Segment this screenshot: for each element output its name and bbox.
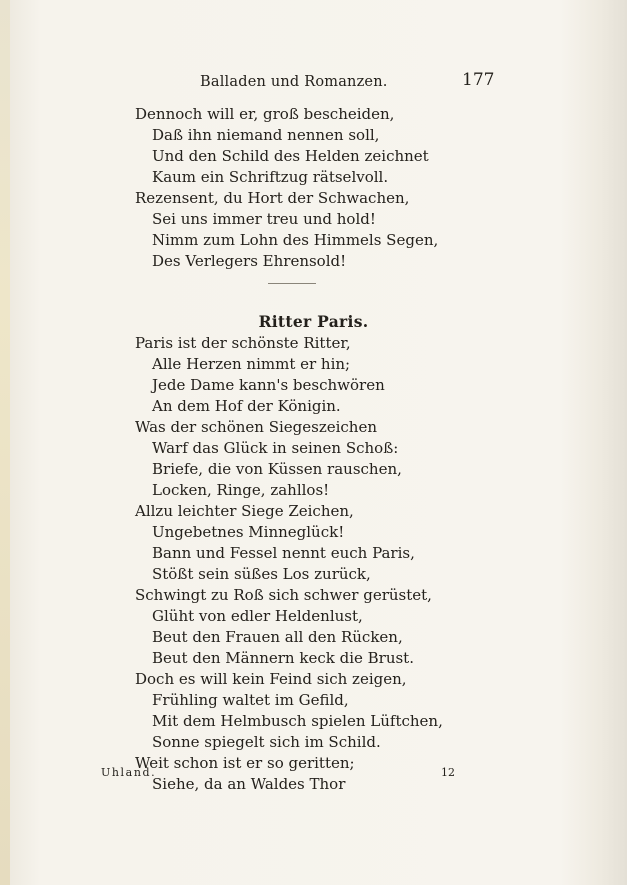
footer-author: Uhland. [101,766,157,779]
verse-line: Sei uns immer treu und hold! [152,210,376,228]
footer-signature: 12 [441,766,455,779]
verse-line: Weit schon ist er so geritten; [135,754,355,772]
verse-line: Und den Schild des Helden zeichnet [152,147,429,165]
verse-line: Mit dem Helmbusch spielen Lüftchen, [152,712,443,730]
verse-line: Des Verlegers Ehrensold! [152,252,347,270]
verse-line: Ungebetnes Minneglück! [152,523,345,541]
verse-line: Kaum ein Schriftzug rätselvoll. [152,168,389,186]
section-divider [268,283,316,284]
page-header [0,70,627,96]
verse-line: Paris ist der schönste Ritter, [135,334,351,352]
stanza-1 [135,104,438,272]
verse-line: Jede Dame kann's beschwören [152,376,385,394]
verse-line: Glüht von edler Heldenlust, [152,607,363,625]
verse-line: Stößt sein süßes Los zurück, [152,565,371,583]
verse-line: Dennoch will er, groß bescheiden, [135,105,395,123]
page-edge [0,0,10,885]
verse-line: Warf das Glück in seinen Schoß: [152,439,399,457]
verse-line: Allzu leichter Siege Zeichen, [135,502,354,520]
verse-line: Briefe, die von Küssen rauschen, [152,460,402,478]
page-number: 177 [462,70,495,90]
verse-line: Daß ihn niemand nennen soll, [152,126,380,144]
running-title: Balladen und Romanzen. [200,74,388,90]
verse-line: Sonne spiegelt sich im Schild. [152,733,381,751]
verse-line: Beut den Frauen all den Rücken, [152,628,403,646]
verse-line: Siehe, da an Waldes Thor [152,775,346,793]
verse-line: An dem Hof der Königin. [152,397,341,415]
verse-line: Nimm zum Lohn des Himmels Segen, [152,231,439,249]
verse-line: Schwingt zu Roß sich schwer gerüstet, [135,586,432,604]
poem-title: Ritter Paris. [258,312,369,331]
verse-line: Alle Herzen nimmt er hin; [152,355,351,373]
stanza-2 [135,333,443,795]
verse-line: Doch es will kein Feind sich zeigen, [135,670,407,688]
verse-line: Beut den Männern keck die Brust. [152,649,414,667]
verse-line: Was der schönen Siegeszeichen [135,418,377,436]
verse-line: Rezensent, du Hort der Schwachen, [135,189,410,207]
verse-line: Bann und Fessel nennt euch Paris, [152,544,415,562]
verse-line: Locken, Ringe, zahllos! [152,481,330,499]
verse-line: Frühling waltet im Gefild, [152,691,349,709]
